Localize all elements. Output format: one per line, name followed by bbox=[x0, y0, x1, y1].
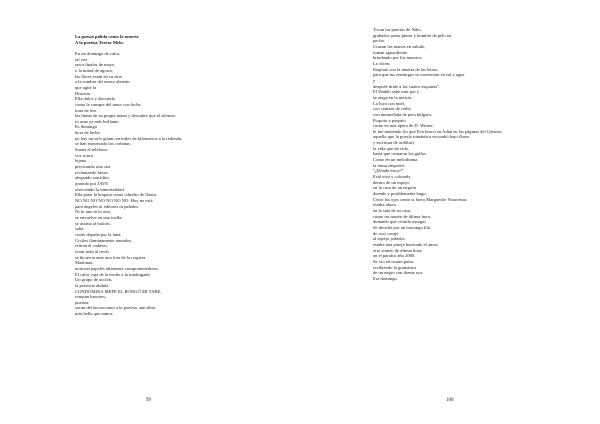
poem-line: Cerró los ojos como si fuera Marguerite Yourcenar, bbox=[373, 196, 468, 202]
poem-line: ofreciendo la inmortalidad. bbox=[75, 186, 125, 192]
poem-line: a la sombra del motor alemán bbox=[75, 79, 130, 85]
poem-line: puertas, bbox=[75, 299, 90, 305]
poem-line: "¿Dónde estoy?" bbox=[373, 168, 404, 174]
poem-line: trata de leer bbox=[75, 107, 97, 113]
poem-line: se asoma al balcón, bbox=[75, 220, 111, 226]
poem-line: El calor vaja de la noche a la madrugada. bbox=[75, 271, 151, 277]
poem-line: La luya con miel, bbox=[373, 100, 406, 106]
poem-line: estaba una pareja haciendo el amor, bbox=[373, 241, 439, 247]
poem-line: y escritura de ardillas) bbox=[373, 140, 414, 146]
poem-line: Historia. bbox=[75, 90, 91, 96]
poem-line: Se decidió por un hariongo lila, bbox=[373, 224, 431, 230]
poem-line: jurando por JAVE bbox=[75, 181, 109, 187]
poem-line: se han extraviado las corbatas. bbox=[75, 141, 131, 147]
poem-line: se envuelve en una toalla, bbox=[75, 214, 123, 220]
poem-line: CONDOMINA MEPE EL BONGÓ MI TABE, bbox=[75, 288, 162, 294]
poem-line: las líneas de su propia mano y descubre que el silencio bbox=[75, 113, 176, 119]
poem-line: o la mitad de agosto, bbox=[75, 67, 114, 73]
poem-line: dentro de un espejo, bbox=[373, 179, 410, 185]
poem-line: con cenizas de ceiba bbox=[373, 106, 411, 112]
poem-line: pecho. bbox=[373, 38, 386, 44]
poem-line: aquello que la poesía romántica escondió bajo flores bbox=[373, 134, 470, 140]
right-page bbox=[300, 0, 600, 424]
poem-line: al espejo jodador: bbox=[373, 236, 406, 242]
poem-line: que agite la bbox=[75, 84, 97, 90]
poem-line: como dopada por la luna. bbox=[75, 231, 122, 237]
poem-line: Un grupo de acción, bbox=[75, 277, 113, 283]
poem-line: dudando qué vestido usurgar. bbox=[373, 219, 427, 225]
poem-line: y bbox=[373, 77, 376, 83]
poem-line: alegando suicidios bbox=[75, 175, 110, 181]
poem-line: estaba ahora bbox=[373, 202, 396, 208]
poem-line: Ella dulce y discutida bbox=[75, 96, 115, 102]
poem-line: Cruzan las manos en saludo, bbox=[373, 43, 426, 49]
poem-line: voz ronca bbox=[75, 152, 93, 158]
poem-line: Tocan las puertas de Niko, bbox=[373, 27, 422, 32]
poem-line: Está viva y colorada bbox=[373, 174, 411, 180]
left-poem-column bbox=[75, 34, 235, 317]
poem-line: después tírale a las cuatro esquinas". bbox=[373, 83, 441, 89]
poem-line: recibiendo la gramática bbox=[373, 264, 417, 270]
poem-line: otro soneto de última hora, bbox=[373, 247, 423, 253]
poem-line: precisando una cita bbox=[75, 164, 111, 170]
poem-line: como la compra del amor con leche, bbox=[75, 101, 142, 107]
poem-line: Civiles iluminamente armados, bbox=[75, 237, 133, 243]
right-poem-column bbox=[373, 27, 573, 282]
right-poem-lines bbox=[373, 27, 573, 282]
poem-line: sea a finales de mayo bbox=[75, 62, 115, 68]
poem-line: como en una ópera de JI. Wirner, bbox=[373, 123, 434, 129]
page-number-left: 99 bbox=[146, 398, 151, 403]
poem-line: las flores están en su sitio bbox=[75, 73, 123, 79]
poem-title: La poesía pálida como la muerte bbox=[75, 34, 139, 39]
poem-line: salta bbox=[75, 226, 84, 232]
poem-line: El Diablo sabe más por y bbox=[373, 89, 420, 95]
page-number-right: 100 bbox=[446, 398, 454, 403]
poem-line: sacan del necrocomio a la poetisa, aún tibia, bbox=[75, 305, 156, 311]
poem-line: reclamando besos bbox=[75, 169, 108, 175]
poem-line: rompan barrotes, bbox=[75, 294, 107, 300]
left-poem-lines bbox=[75, 51, 235, 317]
poem-line: tal vez bbox=[75, 56, 88, 62]
poem-line: Es domingo bbox=[75, 124, 98, 130]
poem-line: de un negro con diente oro. bbox=[373, 270, 424, 276]
poem-line: retiran el cadáver, bbox=[75, 243, 108, 249]
poem-line: en el paraíso año 2000. bbox=[373, 253, 416, 259]
poem-line: la vida que da vida, bbox=[373, 145, 409, 151]
poem-line: la musa despertó: bbox=[373, 162, 406, 168]
poem-line: lejana bbox=[75, 158, 86, 164]
poem-line: brindando por los muertos. bbox=[373, 55, 423, 61]
poem-line: Poquito a poquito bbox=[373, 117, 406, 123]
poem-line: límpiate con la muerta de las letras, bbox=[373, 66, 439, 72]
poem-line: se ziaga en la noticia. bbox=[373, 94, 413, 100]
poem-line: notician papeles altamente comprometedores. bbox=[75, 265, 159, 271]
poem-line: Ni lo uno ni lo otro, bbox=[75, 209, 112, 215]
poem-line: hora de leche, bbox=[75, 130, 101, 136]
poem-line: es asaz ya más brillante. bbox=[75, 118, 120, 124]
poem-line: Era domingo. bbox=[373, 275, 399, 281]
poem-line: con mermelada de pera búlgara. bbox=[373, 111, 432, 117]
poem-line: para que tus enemigos se conviertan en sal y agua bbox=[373, 72, 465, 78]
poem-line: toman aguardiente bbox=[373, 49, 408, 55]
poem-line: hasta que cantaron los gallos. bbox=[373, 151, 427, 157]
poem-line: Suena el teléfono: bbox=[75, 147, 109, 153]
poem-line: En un domingo de calor, bbox=[75, 50, 121, 56]
poem-line: NO NO NO NO NO NO NO. Hoy no está bbox=[75, 198, 153, 204]
poem-line: viran todo al revés bbox=[75, 248, 110, 254]
poem-line: duende y posiblemente bugo. bbox=[373, 191, 427, 197]
poem-line: Se vio en cuatro patas, bbox=[373, 258, 415, 264]
poem-line: Como en un melodrama bbox=[373, 157, 418, 163]
poem-line: Madonna: bbox=[75, 260, 94, 266]
poem-line: grabador poeta pintor y hombre de pelo en bbox=[373, 32, 452, 38]
poem-line: la potencia abdula bbox=[75, 282, 109, 288]
poem-line: le fue metiendo (lo que Eva buscó en Adán en las páginas del Génesis, bbox=[373, 128, 503, 134]
poem-line: más bella que nunca. bbox=[75, 311, 114, 317]
poem-line: en la sala de su casa, bbox=[373, 208, 412, 213]
poem-dedication: A la poetisa Teresa Melo. bbox=[75, 39, 124, 45]
poem-line: para ángeles ni editores ni pañales. bbox=[75, 203, 140, 209]
poem-line: en la casa de un negrón bbox=[373, 185, 416, 191]
poem-line: se hicieron ante una foto de la roquera bbox=[75, 254, 146, 260]
poem-line: no hay un solo gitano en miles de kilómetros a la redonda, bbox=[75, 135, 183, 141]
poem-line: como un soneto de última hora, bbox=[373, 213, 431, 219]
poem-line: Lo dicen, bbox=[373, 60, 391, 66]
poem-line: Ella pone la boquita como cilindro de flauta, bbox=[75, 192, 157, 198]
poem-line: de rosy ornijó bbox=[373, 230, 399, 236]
